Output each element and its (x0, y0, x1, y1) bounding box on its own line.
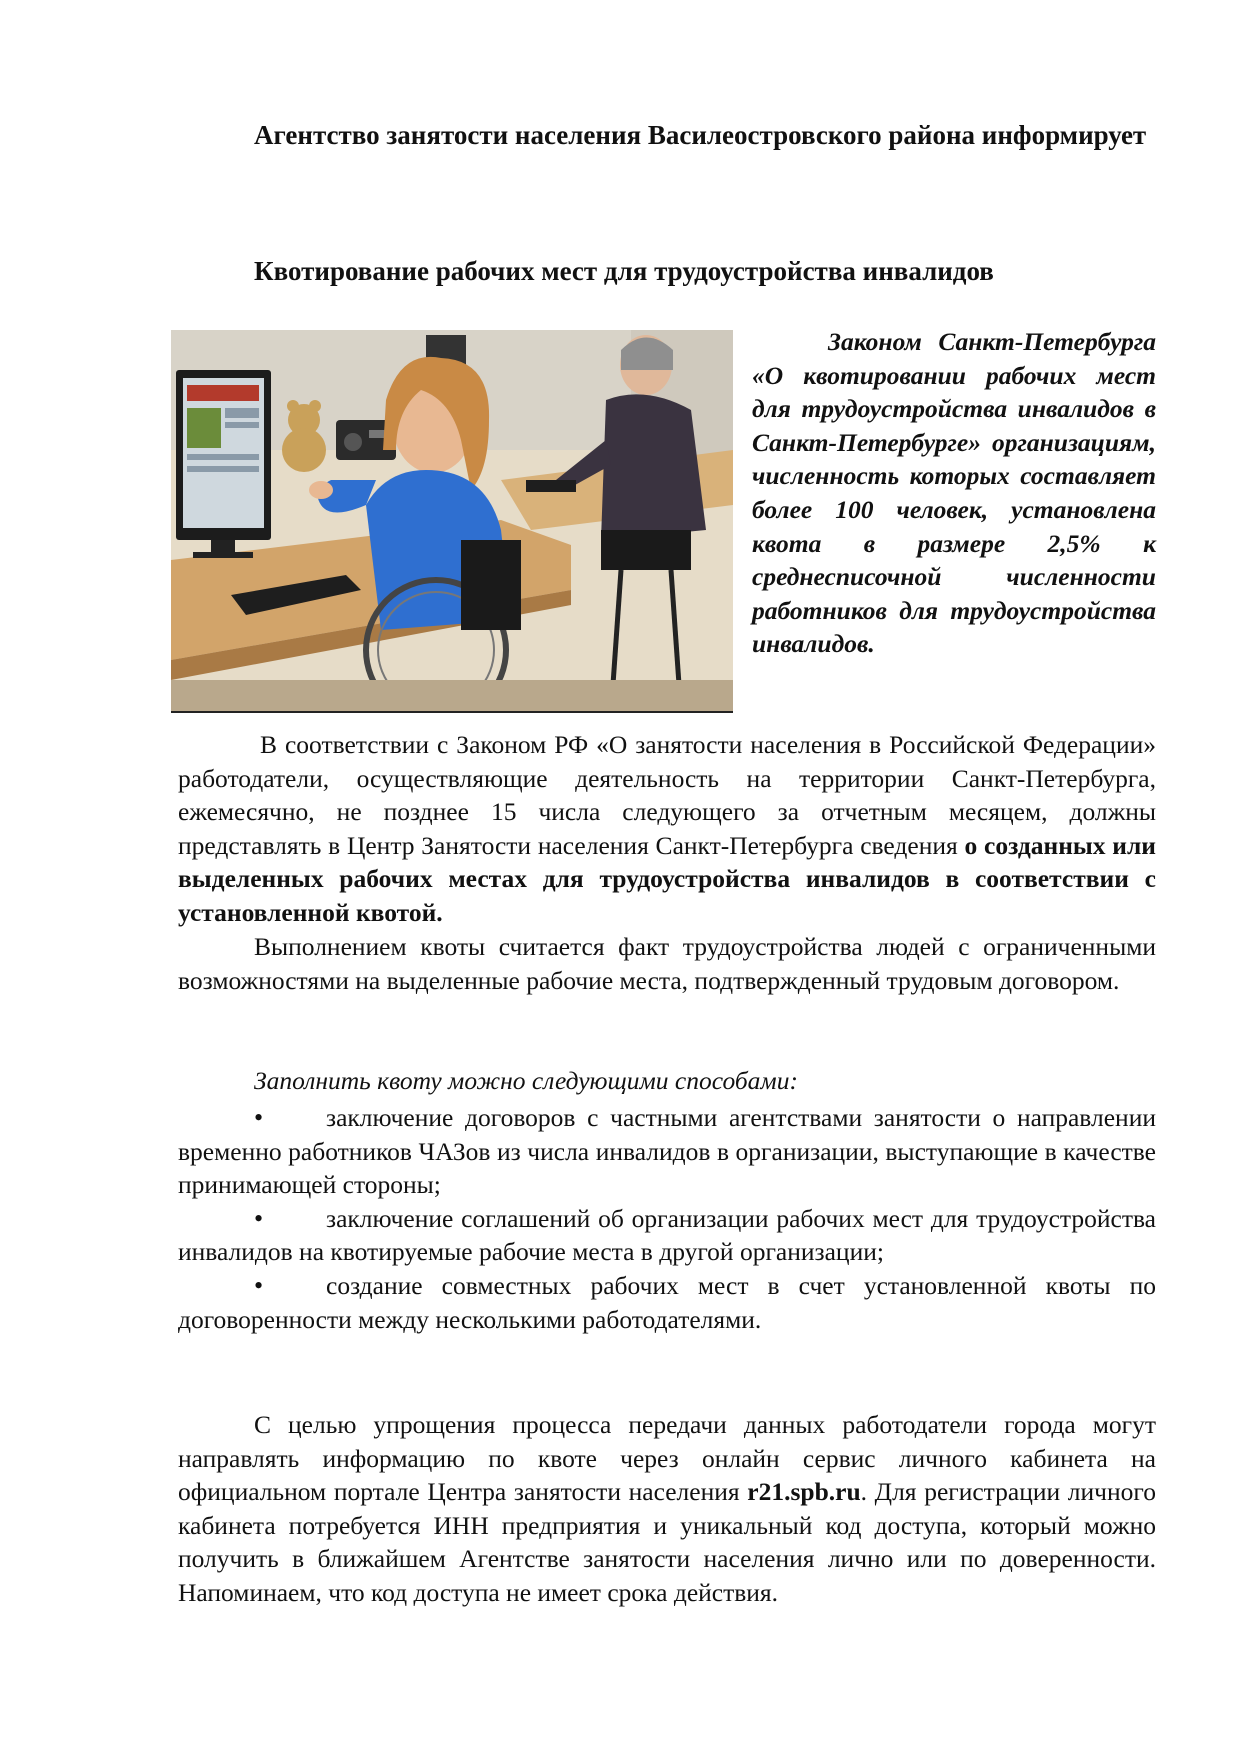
bullet-icon: • (254, 1103, 264, 1132)
list-item-text: создание совместных рабочих мест в счет установленной квоты по договоренности между несколькими работодателями. (178, 1270, 1156, 1334)
bullet-icon: • (254, 1203, 264, 1233)
law-quota-paragraph: Законом Санкт-Петербурга «О квотировании рабочих мест для трудоустройства инвалидов в Санкт-Петербурге» организациям, численность которых составляет более 100 человек, установлена квота в размере 2,5% к среднесписочной численности работников для трудоустройства инвалидов. (752, 327, 1156, 659)
list-item (178, 1269, 1156, 1336)
online-service-text-end: . Для регистрации личного кабинета потребуется ИНН предприятия и уникальный код доступа, который можно получить в ближайшем Агентстве занятости населения лично или по доверенности. Напоминаем, что код доступа не имеет срока действия. (178, 1477, 1156, 1607)
portal-link[interactable]: r21.spb.ru (747, 1477, 861, 1507)
photo-underline (171, 711, 733, 713)
law-reporting-paragraph (178, 728, 1156, 930)
list-item-text: заключение соглашений об организации рабочих мест для трудоустройства инвалидов на квотируемые рабочие места в другой организации; (178, 1203, 1156, 1267)
office-photo (171, 330, 733, 713)
quota-fulfilment-paragraph: Выполнением квоты считается факт трудоустройства людей с ограниченными возможностями на выделенные рабочие места, подтвержденный трудовым договором. (178, 932, 1156, 995)
office-photo-illustration (171, 330, 733, 713)
list-item-text: заключение договоров с частными агентствами занятости о направлении временно работников ЧАЗов из числа инвалидов в организации, выступающие в качестве принимающей стороны; (178, 1103, 1156, 1200)
bullet-icon: • (254, 1270, 264, 1300)
list-item (178, 1101, 1156, 1202)
online-service-text: С целью упрощения процесса передачи данных работодатели города могут направлять информацию по квоте через онлайн сервис личного кабинета на официальном портале Центра занятости населения (178, 1410, 1156, 1507)
document-title: Квотирование рабочих мест для трудоустройства инвалидов (254, 256, 994, 286)
reporting-text-bold: о созданных или выделенных рабочих местах для трудоустройства инвалидов в соответствии с установленной квотой. (178, 830, 1156, 927)
online-service-paragraph (178, 1408, 1156, 1610)
agency-header: Агентство занятости населения Василеостровского района информирует (254, 120, 1147, 150)
ways-list (178, 1101, 1156, 1336)
list-item (178, 1202, 1156, 1269)
ways-heading: Заполнить квоту можно следующими способами: (254, 1066, 798, 1095)
reporting-text: В соответствии с Законом РФ «О занятости населения в Российской Федерации» работодатели, осуществляющие деятельность на территории Санкт-Петербурга, ежемесячно, не позднее 15 числа следующего за отчетным месяцем, должны представлять в Центр Занятости населения Санкт-Петербурга сведения (178, 730, 1156, 860)
